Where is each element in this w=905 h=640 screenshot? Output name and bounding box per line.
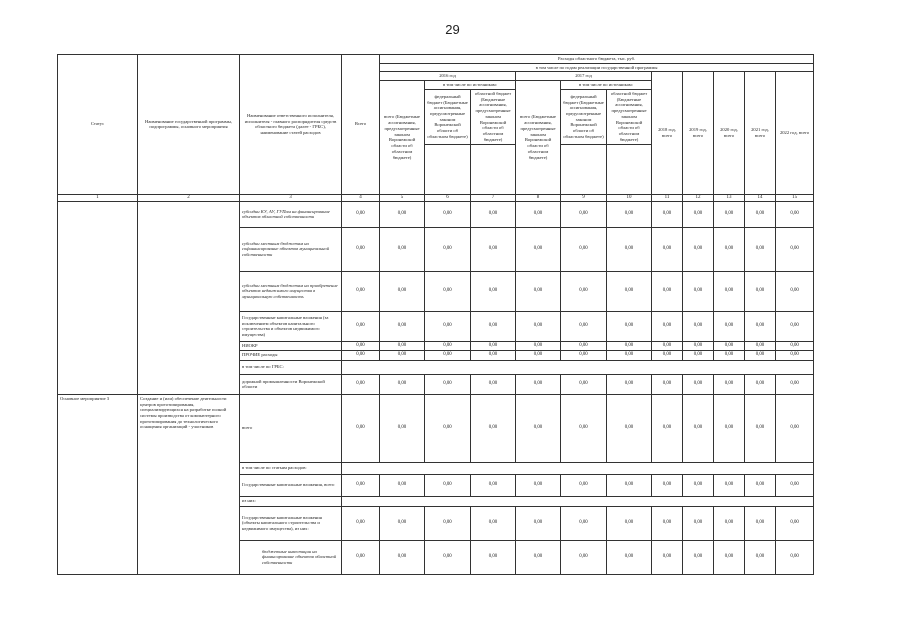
- table-row: [58, 394, 814, 462]
- value-cell: 0,00: [561, 474, 607, 496]
- value-cell: 0,00: [342, 311, 380, 341]
- value-cell: 0,00: [342, 540, 380, 574]
- value-cell: 0,00: [425, 350, 471, 360]
- header-incl-years: в том числе по годам реализации государственной программы: [380, 63, 814, 72]
- header-2019: 2019 год, всего: [683, 72, 714, 194]
- value-cell: 0,00: [471, 474, 516, 496]
- value-cell: 0,00: [776, 540, 814, 574]
- value-cell: 0,00: [745, 341, 776, 350]
- value-cell: 0,00: [471, 341, 516, 350]
- header-2016-fed: федеральный бюджет (Бюджетные ассигнования, предусмотренные законом Воронежской области об областном бюджете): [425, 89, 471, 144]
- value-cell: 0,00: [425, 394, 471, 462]
- header-2020: 2020 год, всего: [714, 72, 745, 194]
- value-cell: 0,00: [776, 474, 814, 496]
- value-cell: 0,00: [425, 271, 471, 311]
- status-cell: Основное мероприятие 3: [58, 394, 138, 574]
- row-label: из них:: [240, 496, 342, 506]
- header-2022: 2022 год, всего: [776, 72, 814, 194]
- value-cell: 0,00: [607, 311, 652, 341]
- budget-table: [57, 54, 814, 575]
- header-2016: 2016 год: [380, 72, 516, 81]
- value-cell: 0,00: [561, 394, 607, 462]
- header-2018: 2018 год, всего: [652, 72, 683, 194]
- value-cell: 0,00: [714, 201, 745, 227]
- value-cell: 0,00: [342, 474, 380, 496]
- col-number: 8: [516, 194, 561, 201]
- value-cell: 0,00: [745, 201, 776, 227]
- row-label: бюджетные инвестиции на финансирование объектов областной собственности: [240, 540, 342, 574]
- value-cell: 0,00: [471, 350, 516, 360]
- value-cell: 0,00: [776, 374, 814, 394]
- value-cell: 0,00: [683, 506, 714, 540]
- col-number: 4: [342, 194, 380, 201]
- value-cell: 0,00: [776, 350, 814, 360]
- header-status: Статус: [58, 55, 138, 195]
- value-cell: 0,00: [652, 341, 683, 350]
- value-cell: 0,00: [425, 227, 471, 271]
- value-cell: 0,00: [607, 474, 652, 496]
- value-cell: 0,00: [607, 201, 652, 227]
- header-total: Всего: [342, 55, 380, 195]
- value-cell: 0,00: [776, 227, 814, 271]
- value-cell: 0,00: [683, 474, 714, 496]
- value-cell: 0,00: [652, 227, 683, 271]
- value-cell: 0,00: [683, 374, 714, 394]
- value-cell: 0,00: [516, 474, 561, 496]
- header-2017: 2017 год: [516, 72, 652, 81]
- name-cell: Создание и (или) обеспечение деятельности центров прототипирования, специализирующихся на разработке полной системы производства от компьютерного прототипирования до технологического оснащения организаций - участников: [138, 394, 240, 574]
- value-cell: 0,00: [714, 374, 745, 394]
- value-cell: 0,00: [683, 201, 714, 227]
- value-cell: 0,00: [561, 341, 607, 350]
- col-number: 14: [745, 194, 776, 201]
- value-cell: 0,00: [380, 227, 425, 271]
- value-cell: 0,00: [607, 271, 652, 311]
- value-cell: 0,00: [380, 374, 425, 394]
- value-cell: 0,00: [714, 227, 745, 271]
- value-cell: 0,00: [471, 271, 516, 311]
- value-cell: 0,00: [714, 474, 745, 496]
- col-number: 12: [683, 194, 714, 201]
- value-cell: 0,00: [342, 341, 380, 350]
- column-number-row: [58, 194, 814, 201]
- value-cell: 0,00: [342, 227, 380, 271]
- value-cell: 0,00: [471, 506, 516, 540]
- value-cell: 0,00: [380, 474, 425, 496]
- value-cell: 0,00: [745, 271, 776, 311]
- value-cell: 0,00: [652, 311, 683, 341]
- value-cell: 0,00: [516, 341, 561, 350]
- value-cell: 0,00: [561, 271, 607, 311]
- value-cell: 0,00: [607, 341, 652, 350]
- value-cell: 0,00: [607, 540, 652, 574]
- col-number: 15: [776, 194, 814, 201]
- value-cell: 0,00: [745, 350, 776, 360]
- value-cell: 0,00: [516, 311, 561, 341]
- col-number: 10: [607, 194, 652, 201]
- table-row: [58, 201, 814, 227]
- row-label: в том числе по статьям расходов:: [240, 462, 342, 474]
- header-2016-reg: областной бюджет (Бюджетные ассигнования, предусмотренные законом Воронежской области об областном бюджете): [471, 89, 516, 144]
- value-cell: 0,00: [380, 271, 425, 311]
- row-label: в том числе по ГРБС:: [240, 360, 342, 374]
- value-cell: 0,00: [745, 311, 776, 341]
- header-2016-all: всего (Бюджетные ассигнования, предусмотренные законом Воронежской области об областном бюджете): [380, 81, 425, 194]
- value-cell: 0,00: [776, 394, 814, 462]
- value-cell: 0,00: [683, 350, 714, 360]
- col-number: 9: [561, 194, 607, 201]
- col-number: 2: [138, 194, 240, 201]
- value-cell: 0,00: [776, 201, 814, 227]
- col-number: 1: [58, 194, 138, 201]
- value-cell: 0,00: [714, 394, 745, 462]
- value-cell: 0,00: [607, 350, 652, 360]
- value-cell: 0,00: [380, 506, 425, 540]
- value-cell: 0,00: [683, 540, 714, 574]
- value-cell: 0,00: [745, 374, 776, 394]
- header-expenses: Расходы областного бюджета, тыс. руб.: [380, 55, 814, 64]
- value-cell: 0,00: [776, 311, 814, 341]
- row-label: Государственные капитальные вложения, всего: [240, 474, 342, 496]
- value-cell: 0,00: [516, 394, 561, 462]
- value-cell: 0,00: [516, 227, 561, 271]
- value-cell: 0,00: [471, 227, 516, 271]
- value-cell: 0,00: [342, 506, 380, 540]
- value-cell: 0,00: [607, 506, 652, 540]
- value-cell: 0,00: [683, 394, 714, 462]
- value-cell: 0,00: [776, 271, 814, 311]
- value-cell: 0,00: [471, 540, 516, 574]
- page-number: 29: [445, 22, 460, 37]
- value-cell: 0,00: [561, 311, 607, 341]
- value-cell: 0,00: [745, 474, 776, 496]
- value-cell: 0,00: [683, 311, 714, 341]
- value-cell: 0,00: [516, 374, 561, 394]
- header-program-name: Наименование государственной программы, подпрограммы, основного мероприятия: [138, 55, 240, 195]
- value-cell: 0,00: [342, 350, 380, 360]
- col-number: 3: [240, 194, 342, 201]
- value-cell: 0,00: [652, 271, 683, 311]
- value-cell: 0,00: [607, 394, 652, 462]
- row-label: Государственные капитальные вложения (за исключением объектов капитального строительства и объектов недвижимого имущества): [240, 311, 342, 341]
- value-cell: 0,00: [516, 201, 561, 227]
- header-2017-sources: в том числе по источникам:: [561, 81, 652, 90]
- value-cell: 0,00: [683, 271, 714, 311]
- value-cell: 0,00: [342, 374, 380, 394]
- value-cell: 0,00: [471, 201, 516, 227]
- value-cell: 0,00: [471, 394, 516, 462]
- value-cell: 0,00: [652, 540, 683, 574]
- value-cell: 0,00: [607, 227, 652, 271]
- value-cell: 0,00: [776, 341, 814, 350]
- value-cell: 0,00: [745, 540, 776, 574]
- value-cell: 0,00: [516, 540, 561, 574]
- value-cell: 0,00: [516, 350, 561, 360]
- value-cell: 0,00: [683, 227, 714, 271]
- row-label: Государственные капитальные вложения (объекты капитального строительства и недвижимого имущества), из них:: [240, 506, 342, 540]
- header-2017-reg: областной бюджет (Бюджетные ассигнования, предусмотренные законом Воронежской области об областном бюджете): [607, 89, 652, 144]
- col-number: 11: [652, 194, 683, 201]
- col-number: 6: [425, 194, 471, 201]
- value-cell: 0,00: [607, 374, 652, 394]
- value-cell: 0,00: [380, 540, 425, 574]
- value-cell: 0,00: [425, 374, 471, 394]
- value-cell: 0,00: [342, 201, 380, 227]
- value-cell: 0,00: [714, 540, 745, 574]
- value-cell: 0,00: [561, 201, 607, 227]
- value-cell: 0,00: [652, 474, 683, 496]
- value-cell: 0,00: [380, 350, 425, 360]
- value-cell: 0,00: [425, 311, 471, 341]
- col-number: 5: [380, 194, 425, 201]
- value-cell: 0,00: [425, 506, 471, 540]
- header-2017-all: всего (Бюджетные ассигнования, предусмотренные законом Воронежской области об областном бюджете): [516, 81, 561, 194]
- row-label: ПРОЧИЕ расходы: [240, 350, 342, 360]
- row-label: субсидии местным бюджетам на софинансирование объектов муниципальной собственности: [240, 227, 342, 271]
- value-cell: 0,00: [714, 341, 745, 350]
- row-label: субсидии местным бюджетам на приобретение объектов недвижимого имущества в муниципальную собственность: [240, 271, 342, 311]
- value-cell: 0,00: [516, 506, 561, 540]
- value-cell: 0,00: [380, 201, 425, 227]
- header-2021: 2021 год, всего: [745, 72, 776, 194]
- value-cell: 0,00: [380, 311, 425, 341]
- row-label: НИОКР: [240, 341, 342, 350]
- value-cell: 0,00: [342, 271, 380, 311]
- value-cell: 0,00: [471, 374, 516, 394]
- value-cell: 0,00: [652, 374, 683, 394]
- header-2017-fed: федеральный бюджет (Бюджетные ассигнования, предусмотренные законом Воронежской области об областном бюджете): [561, 89, 607, 144]
- value-cell: 0,00: [652, 394, 683, 462]
- value-cell: 0,00: [561, 227, 607, 271]
- value-cell: 0,00: [683, 341, 714, 350]
- value-cell: 0,00: [380, 341, 425, 350]
- value-cell: 0,00: [745, 506, 776, 540]
- value-cell: 0,00: [652, 201, 683, 227]
- value-cell: 0,00: [714, 311, 745, 341]
- value-cell: 0,00: [425, 540, 471, 574]
- value-cell: 0,00: [561, 506, 607, 540]
- value-cell: 0,00: [425, 201, 471, 227]
- value-cell: 0,00: [380, 394, 425, 462]
- value-cell: 0,00: [425, 474, 471, 496]
- value-cell: 0,00: [652, 350, 683, 360]
- value-cell: 0,00: [714, 350, 745, 360]
- value-cell: 0,00: [561, 374, 607, 394]
- row-label: субсидии КУ, АУ, ГУПам на финансирование объектов областной собственности: [240, 201, 342, 227]
- row-label: всего: [240, 394, 342, 462]
- value-cell: 0,00: [714, 506, 745, 540]
- row-label: дорожной промышленности Воронежской области: [240, 374, 342, 394]
- status-cell: [58, 201, 138, 394]
- value-cell: 0,00: [471, 311, 516, 341]
- value-cell: 0,00: [425, 341, 471, 350]
- value-cell: 0,00: [342, 394, 380, 462]
- header-executor: Наименование ответственного исполнителя, исполнителя - главного распорядителя средств областного бюджета (далее - ГРБС), наименование статей расходов: [240, 55, 342, 195]
- value-cell: 0,00: [561, 540, 607, 574]
- value-cell: 0,00: [516, 271, 561, 311]
- value-cell: 0,00: [745, 394, 776, 462]
- value-cell: 0,00: [714, 271, 745, 311]
- col-number: 13: [714, 194, 745, 201]
- value-cell: 0,00: [561, 350, 607, 360]
- value-cell: 0,00: [745, 227, 776, 271]
- name-cell: [138, 201, 240, 394]
- value-cell: 0,00: [652, 506, 683, 540]
- col-number: 7: [471, 194, 516, 201]
- header-2016-sources: в том числе по источникам:: [425, 81, 516, 90]
- value-cell: 0,00: [776, 506, 814, 540]
